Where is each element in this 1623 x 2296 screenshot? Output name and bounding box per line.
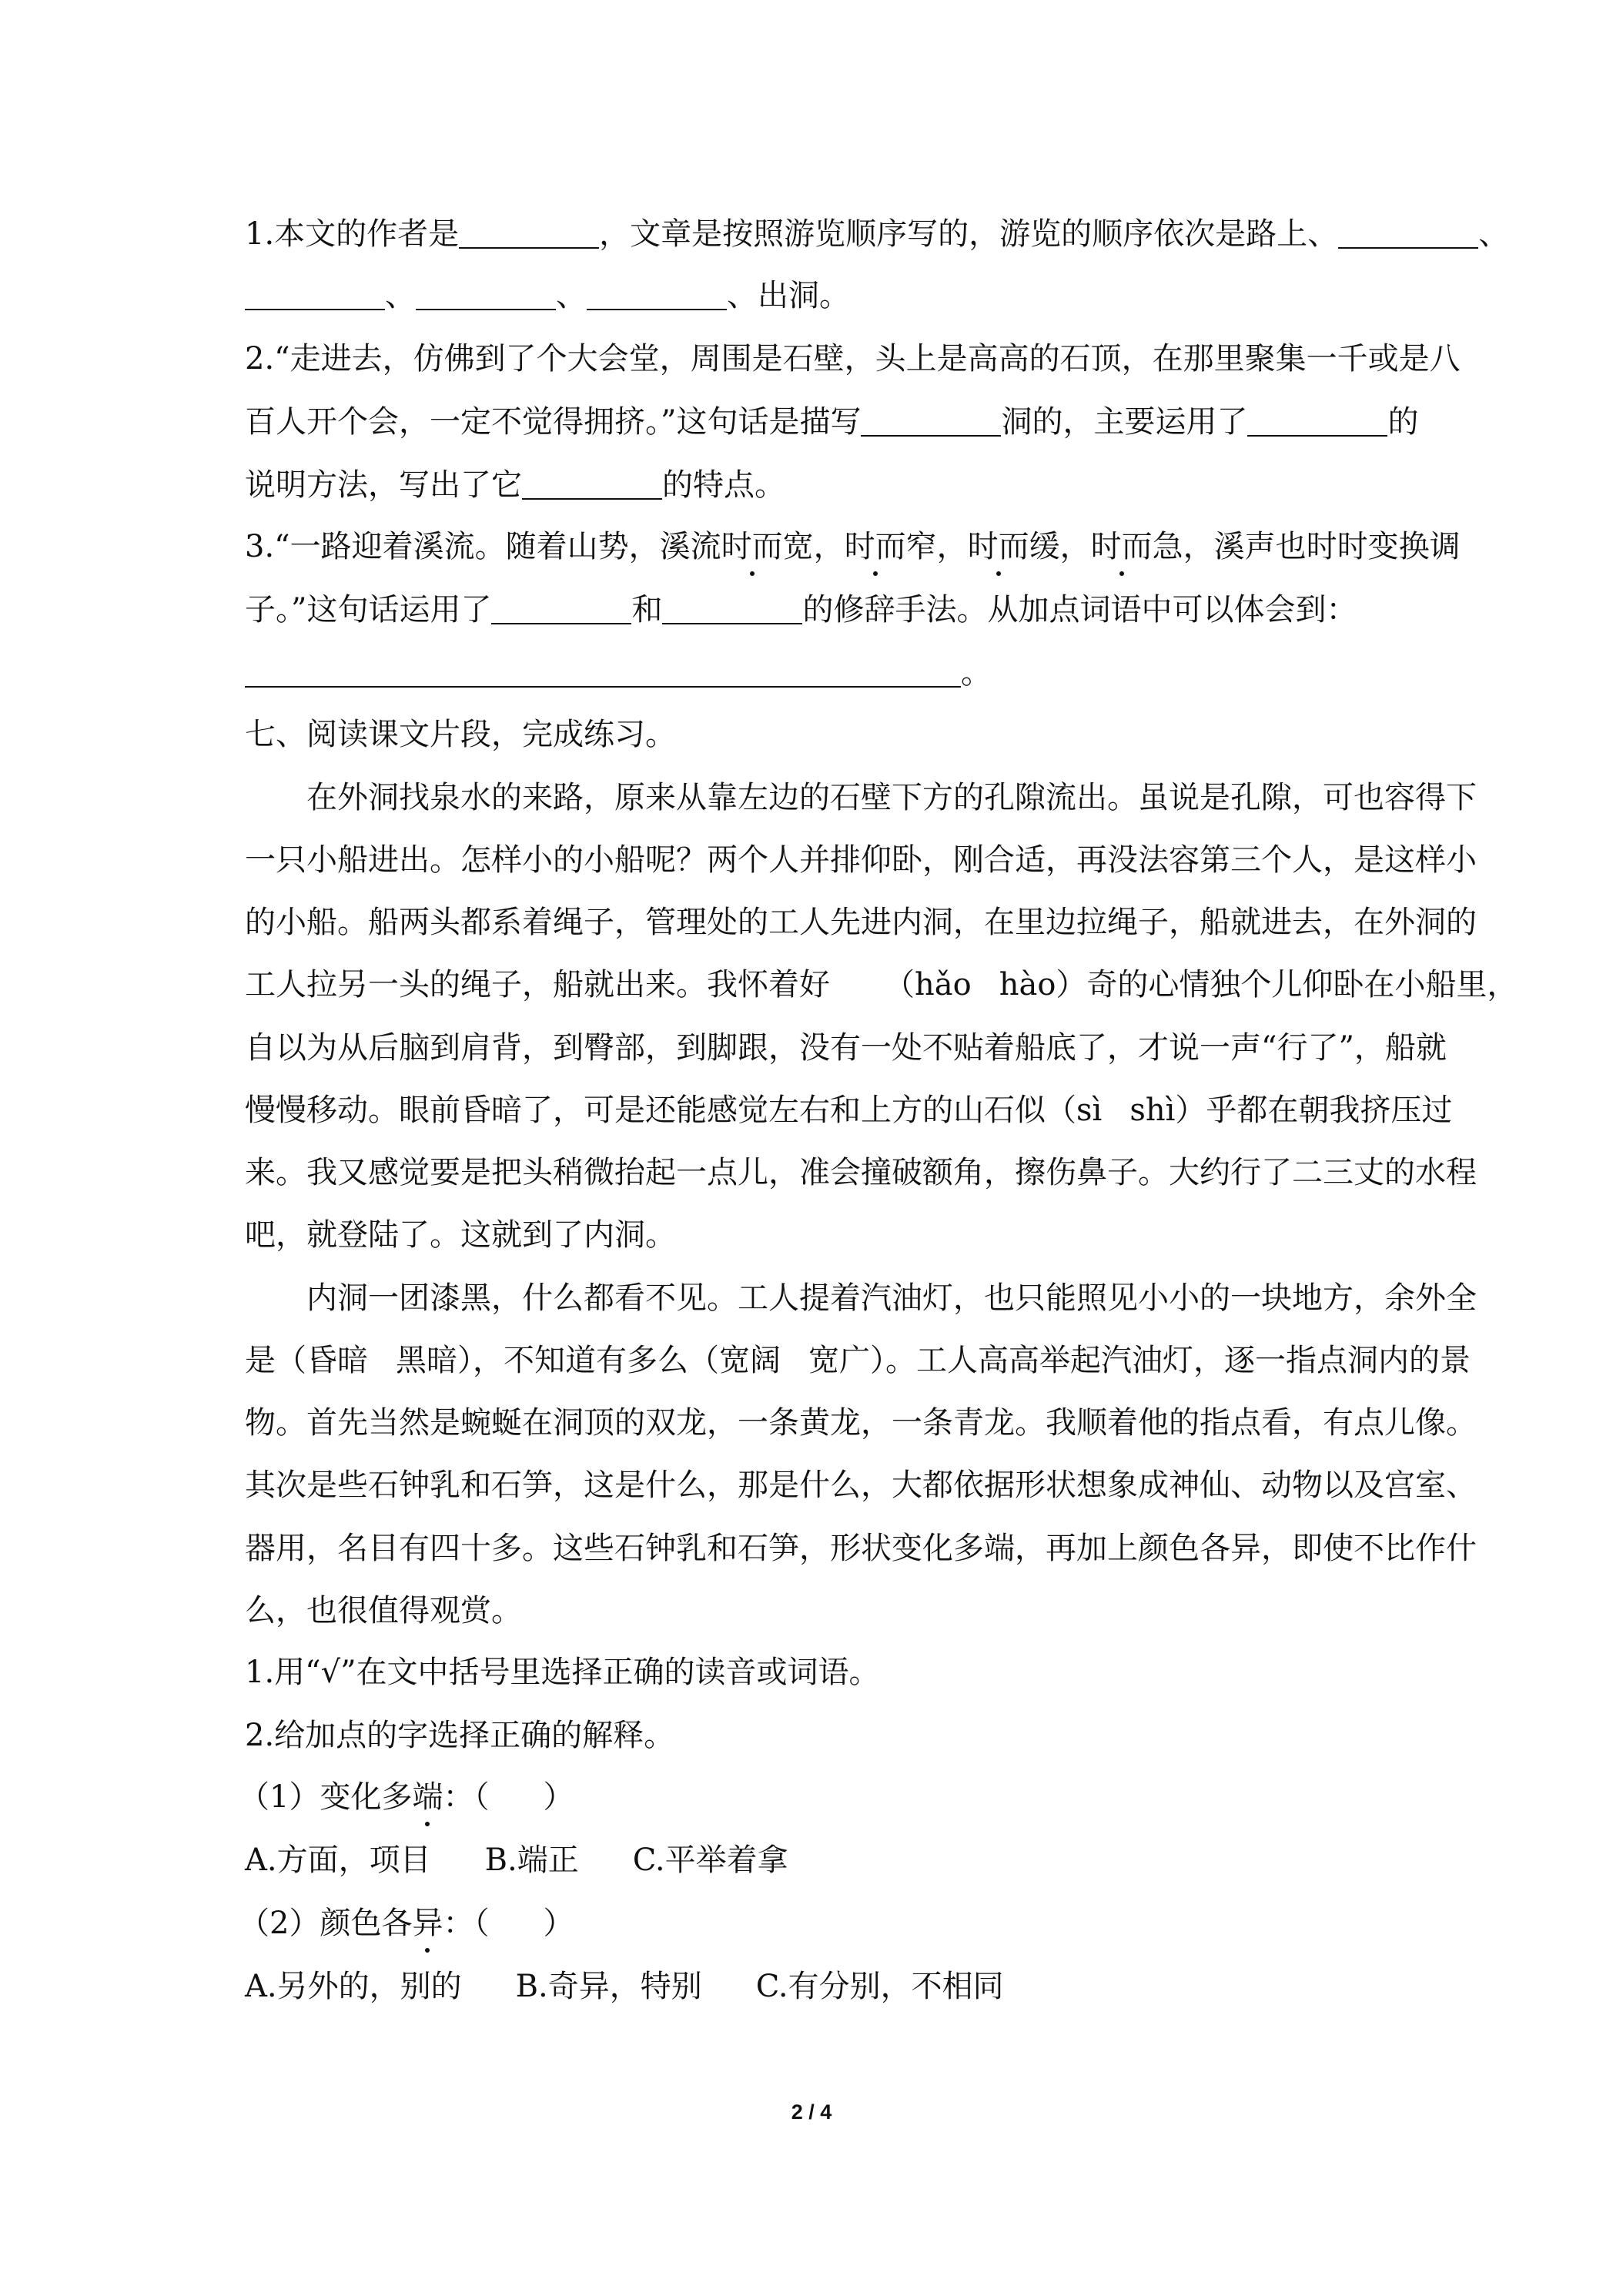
para1-line: 一只小船进出。怎样小的小船呢？两个人并排仰卧，刚合适，再没法容第三个人，是这样小 <box>245 842 1477 878</box>
answer-blank[interactable] <box>861 401 1001 437</box>
q1-text: 1.本文的作者是 <box>245 216 460 252</box>
answer-blank[interactable] <box>662 589 802 624</box>
q-text: ：（ <box>443 1906 490 1941</box>
q2-text: 说明方法，写出了它 <box>245 467 522 503</box>
q1-text: 、 <box>1478 216 1510 252</box>
q2-text: 洞的，主要运用了 <box>1001 404 1248 440</box>
para2-line: 内洞一团漆黑，什么都看不见。工人提着汽油灯，也只能照见小小的一块地方，余外全 <box>306 1280 1477 1316</box>
q-text: ） <box>543 1779 574 1815</box>
answer-blank[interactable] <box>416 275 556 310</box>
pinyin-choice[interactable]: 慢慢移动。眼前昏暗了，可是还能感觉左右和上方的山石似（sì <box>245 1093 1103 1128</box>
para1-line: 吧，就登陆了。这就到了内洞。 <box>245 1217 676 1253</box>
answer-blank[interactable] <box>522 464 662 500</box>
q3-line-1 <box>245 519 1461 574</box>
option-c[interactable]: C.有分别，不相同 <box>755 1969 1004 2004</box>
q1-text: 、 <box>556 278 587 313</box>
word-choice[interactable]: 是（昏暗 <box>245 1343 368 1378</box>
q-text: （2）颜色各 <box>239 1906 413 1941</box>
para1-line <box>245 1083 1453 1138</box>
pinyin-choice[interactable]: shì）乎都在朝我挤压过 <box>1129 1093 1453 1128</box>
q2-line-2 <box>245 394 1419 450</box>
s7-q2-1-options <box>245 1832 1392 1888</box>
option-a[interactable]: A.另外的，别的 <box>245 1969 462 2004</box>
para2-line <box>245 1333 1471 1388</box>
q2-line-1: 2.“走进去，仿佛到了个大会堂，周围是石壁，头上是高高的石顶，在那里聚集一千或是八 <box>245 341 1461 377</box>
pinyin-choice[interactable]: （hǎo <box>884 967 972 1002</box>
q3-text: 。 <box>961 655 992 691</box>
q3-text: 缓， <box>1029 529 1091 564</box>
answer-blank-long[interactable] <box>245 652 961 688</box>
word-choice[interactable]: 黑暗），不知道有多么（宽阔 <box>396 1343 781 1378</box>
answer-blank[interactable] <box>491 589 631 624</box>
q-text: （1）变化多 <box>239 1779 413 1815</box>
para2-line: 物。首先当然是蜿蜒在洞顶的双龙，一条黄龙，一条青龙。我顺着他的指点看，有点儿像。 <box>245 1405 1477 1441</box>
q3-line-2 <box>245 582 1392 638</box>
q3-text: 窄， <box>905 529 968 564</box>
q2-text: 的 <box>1387 404 1419 440</box>
para2-line: 其次是些石钟乳和石笋，这是什么，那是什么，大都依据形状想象成神仙、动物以及宫室、 <box>245 1468 1477 1503</box>
para2-line: 器用，名目有四十多。这些石钟乳和石笋，形状变化多端，再加上颜色各异，即使不比作什 <box>245 1531 1477 1566</box>
dotted-word: 时而 <box>1091 519 1153 574</box>
answer-blank[interactable] <box>1338 213 1478 249</box>
option-a[interactable]: A.方面，项目 <box>245 1842 431 1878</box>
dotted-char: 异 <box>412 1896 443 1951</box>
s7-q2-2 <box>239 1896 1386 1951</box>
section-7-title: 七、阅读课文片段，完成练习。 <box>245 717 676 752</box>
q1-text: ，文章是按照游览顺序写的，游览的顺序依次是路上、 <box>599 216 1339 252</box>
q2-text: 的特点。 <box>662 467 785 503</box>
q-text: ） <box>543 1906 574 1941</box>
word-choice[interactable]: 宽广）。工人高高举起汽油灯，逐一指点洞内的景 <box>808 1343 1471 1378</box>
q3-text: 急，溪声也时时变换调 <box>1152 529 1461 564</box>
q-text: ：（ <box>443 1779 490 1815</box>
q1-text: 、 <box>385 278 416 313</box>
option-b[interactable]: B.端正 <box>484 1842 579 1878</box>
para2-line: 么，也很值得观赏。 <box>245 1593 522 1628</box>
para1-line: 在外洞找泉水的来路，原来从靠左边的石壁下方的孔隙流出。虽说是孔隙，可也容得下 <box>306 780 1477 815</box>
dotted-word: 时而 <box>721 519 783 574</box>
dotted-word: 时而 <box>845 519 906 574</box>
q1-line-1 <box>245 206 1510 262</box>
q3-text: 宽， <box>782 529 845 564</box>
q2-text: 百人开个会，一定不觉得拥挤。”这句话是描写 <box>245 404 862 440</box>
s7-question-2: 2.给加点的字选择正确的解释。 <box>245 1718 675 1753</box>
q3-line-3 <box>245 645 1392 701</box>
answer-blank[interactable] <box>587 275 727 310</box>
q3-text: 3.“一路迎着溪流。随着山势，溪流 <box>245 529 721 564</box>
s7-question-1: 1.用“√”在文中括号里选择正确的读音或词语。 <box>245 1655 880 1690</box>
dotted-word: 时而 <box>968 519 1029 574</box>
page-number: 2 / 4 <box>791 2100 832 2124</box>
para1-line <box>245 957 1518 1012</box>
answer-blank[interactable] <box>459 213 599 249</box>
dotted-char: 端 <box>412 1769 443 1825</box>
para1-line: 来。我又感觉要是把头稍微抬起一点儿，准会撞破额角，擦伤鼻子。大约行了二三丈的水程 <box>245 1155 1477 1190</box>
para1-line: 的小船。船两头都系着绳子，管理处的工人先进内洞，在里边拉绳子，船就进去，在外洞的 <box>245 905 1477 940</box>
answer-blank[interactable] <box>245 275 385 310</box>
option-c[interactable]: C.平举着拿 <box>632 1842 788 1878</box>
answer-blank[interactable] <box>1247 401 1387 437</box>
q3-text: 和 <box>631 592 663 628</box>
pinyin-choice[interactable]: hào）奇的心情独个儿仰卧在小船里， <box>999 967 1518 1002</box>
s7-q2-1 <box>239 1769 1386 1825</box>
q2-line-3 <box>245 457 1392 513</box>
q3-text: 子。”这句话运用了 <box>245 592 492 628</box>
q1-line-2 <box>245 268 1392 323</box>
s7-q2-2-options <box>245 1959 1392 2014</box>
q1-text: 、出洞。 <box>727 278 850 313</box>
q3-text: 的修辞手法。从加点词语中可以体会到： <box>802 592 1357 628</box>
para-text: 工人拉另一头的绳子，船就出来。我怀着好 <box>245 967 830 1002</box>
option-b[interactable]: B.奇异，特别 <box>515 1969 702 2004</box>
para1-line: 自以为从后脑到肩背，到臀部，到脚跟，没有一处不贴着船底了，才说一声“行了”，船就 <box>245 1030 1447 1066</box>
